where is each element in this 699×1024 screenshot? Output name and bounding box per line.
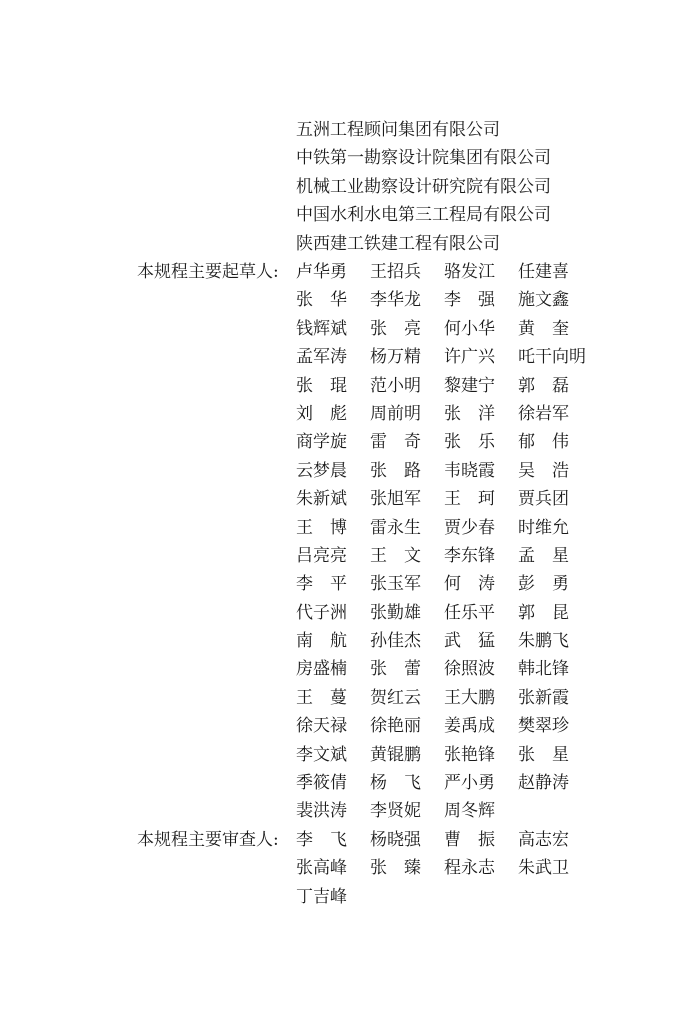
person-name: 徐艳丽 xyxy=(370,716,421,737)
person-name: 施文鑫 xyxy=(518,290,569,311)
person-name: 高志宏 xyxy=(518,830,569,850)
drafters-label: 本规程主要起草人: xyxy=(137,262,279,282)
person-name: 张洋 xyxy=(444,403,512,424)
name-row xyxy=(296,286,592,314)
name-row xyxy=(296,315,592,343)
person-name: 云梦晨 xyxy=(296,460,347,481)
person-name: 张新霞 xyxy=(518,687,569,708)
name-row xyxy=(296,883,592,911)
person-name: 徐天禄 xyxy=(296,716,347,737)
person-name: 裴洪涛 xyxy=(296,801,347,822)
person-name: 卢华勇 xyxy=(296,262,347,282)
name-row xyxy=(296,542,592,570)
person-name: 雷永生 xyxy=(370,517,421,538)
reviewers-name-grid xyxy=(296,826,592,911)
person-name: 张旭军 xyxy=(370,489,421,510)
person-name: 周前明 xyxy=(370,403,421,424)
person-name: 李贤妮 xyxy=(370,801,421,822)
person-name: 范小明 xyxy=(370,375,421,396)
person-name: 刘彪 xyxy=(296,403,364,424)
person-name: 张高峰 xyxy=(296,858,347,879)
person-name: 何涛 xyxy=(444,574,512,595)
person-name: 赵静涛 xyxy=(518,773,569,794)
name-row xyxy=(296,826,592,854)
person-name: 张勤雄 xyxy=(370,602,421,623)
person-name: 骆发江 xyxy=(444,262,495,282)
person-name: 王蔓 xyxy=(296,687,364,708)
name-row xyxy=(296,514,592,542)
name-row xyxy=(296,712,592,740)
name-row xyxy=(296,258,592,286)
person-name: 王文 xyxy=(370,545,438,566)
person-name: 黄奎 xyxy=(518,318,586,339)
person-name: 任建喜 xyxy=(518,262,569,282)
organization-line: 陕西建工铁建工程有限公司 xyxy=(296,233,500,254)
person-name: 徐岩军 xyxy=(518,403,569,424)
person-name: 张艳锋 xyxy=(444,744,495,765)
person-name: 商学旋 xyxy=(296,432,347,453)
name-row xyxy=(296,372,592,400)
person-name: 孟星 xyxy=(518,545,586,566)
name-row xyxy=(296,485,592,513)
name-row xyxy=(296,343,592,371)
person-name: 武猛 xyxy=(444,631,512,652)
person-name: 时维允 xyxy=(518,517,569,538)
person-name: 贾少春 xyxy=(444,517,495,538)
organization-list xyxy=(296,116,551,258)
person-name: 南航 xyxy=(296,631,364,652)
person-name: 李华龙 xyxy=(370,290,421,311)
person-name: 杨晓强 xyxy=(370,830,421,850)
person-name: 张华 xyxy=(296,290,364,311)
person-name: 朱武卫 xyxy=(518,858,569,879)
person-name: 程永志 xyxy=(444,858,495,879)
person-name: 孙佳杰 xyxy=(370,631,421,652)
person-name: 王珂 xyxy=(444,489,512,510)
person-name: 张蕾 xyxy=(370,659,438,680)
name-row xyxy=(296,741,592,769)
person-name: 郁伟 xyxy=(518,432,586,453)
reviewers-label: 本规程主要审查人: xyxy=(137,830,279,850)
person-name: 贾兵团 xyxy=(518,489,569,510)
person-name: 严小勇 xyxy=(444,773,495,794)
person-name: 钱辉斌 xyxy=(296,318,347,339)
person-name: 徐照波 xyxy=(444,659,495,680)
drafters-name-grid xyxy=(296,258,592,826)
person-name: 张玉军 xyxy=(370,574,421,595)
person-name: 吕亮亮 xyxy=(296,545,347,566)
organization-line: 机械工业勘察设计研究院有限公司 xyxy=(296,176,551,197)
person-name: 李平 xyxy=(296,574,364,595)
person-name: 黄锟鹏 xyxy=(370,744,421,765)
person-name: 张琨 xyxy=(296,375,364,396)
name-row xyxy=(296,854,592,882)
name-row xyxy=(296,428,592,456)
name-row xyxy=(296,400,592,428)
name-row xyxy=(296,627,592,655)
person-name: 李强 xyxy=(444,290,512,311)
person-name: 樊翠珍 xyxy=(518,716,569,737)
person-name: 朱新斌 xyxy=(296,489,347,510)
name-row xyxy=(296,457,592,485)
person-name: 代子洲 xyxy=(296,602,347,623)
person-name: 王招兵 xyxy=(370,262,421,282)
organization-line: 五洲工程顾问集团有限公司 xyxy=(296,120,500,140)
person-name: 黎建宁 xyxy=(444,375,495,396)
person-name: 张臻 xyxy=(370,858,438,879)
person-name: 韩北锋 xyxy=(518,659,569,680)
person-name: 孟军涛 xyxy=(296,347,347,368)
person-name: 王博 xyxy=(296,517,364,538)
person-name: 季筱倩 xyxy=(296,773,347,794)
person-name: 王大鹏 xyxy=(444,687,495,708)
name-row xyxy=(296,684,592,712)
person-name: 贺红云 xyxy=(370,687,421,708)
person-name: 丁吉峰 xyxy=(296,886,347,907)
organization-line: 中国水利水电第三工程局有限公司 xyxy=(296,205,551,226)
person-name: 郭昆 xyxy=(518,602,586,623)
person-name: 曹振 xyxy=(444,830,512,850)
person-name: 朱鹏飞 xyxy=(518,631,569,652)
person-name: 张路 xyxy=(370,460,438,481)
person-name: 吒干向明 xyxy=(518,347,586,368)
person-name: 张星 xyxy=(518,744,586,765)
person-name: 李飞 xyxy=(296,830,364,850)
person-name: 张亮 xyxy=(370,318,438,339)
person-name: 房盛楠 xyxy=(296,659,347,680)
person-name: 吴浩 xyxy=(518,460,586,481)
person-name: 张乐 xyxy=(444,432,512,453)
person-name: 周冬辉 xyxy=(444,801,495,822)
name-row xyxy=(296,769,592,797)
person-name: 韦晓霞 xyxy=(444,460,495,481)
person-name: 许广兴 xyxy=(444,347,495,368)
organization-line: 中铁第一勘察设计院集团有限公司 xyxy=(296,148,551,169)
name-row xyxy=(296,797,592,825)
person-name: 杨飞 xyxy=(370,773,438,794)
person-name: 姜禹成 xyxy=(444,716,495,737)
person-name: 何小华 xyxy=(444,318,495,339)
person-name: 李东锋 xyxy=(444,545,495,566)
name-row xyxy=(296,570,592,598)
person-name: 郭磊 xyxy=(518,375,586,396)
person-name: 李文斌 xyxy=(296,744,347,765)
person-name: 杨万精 xyxy=(370,347,421,368)
person-name: 彭勇 xyxy=(518,574,586,595)
person-name: 雷奇 xyxy=(370,432,438,453)
person-name: 任乐平 xyxy=(444,602,495,623)
name-row xyxy=(296,655,592,683)
name-row xyxy=(296,599,592,627)
